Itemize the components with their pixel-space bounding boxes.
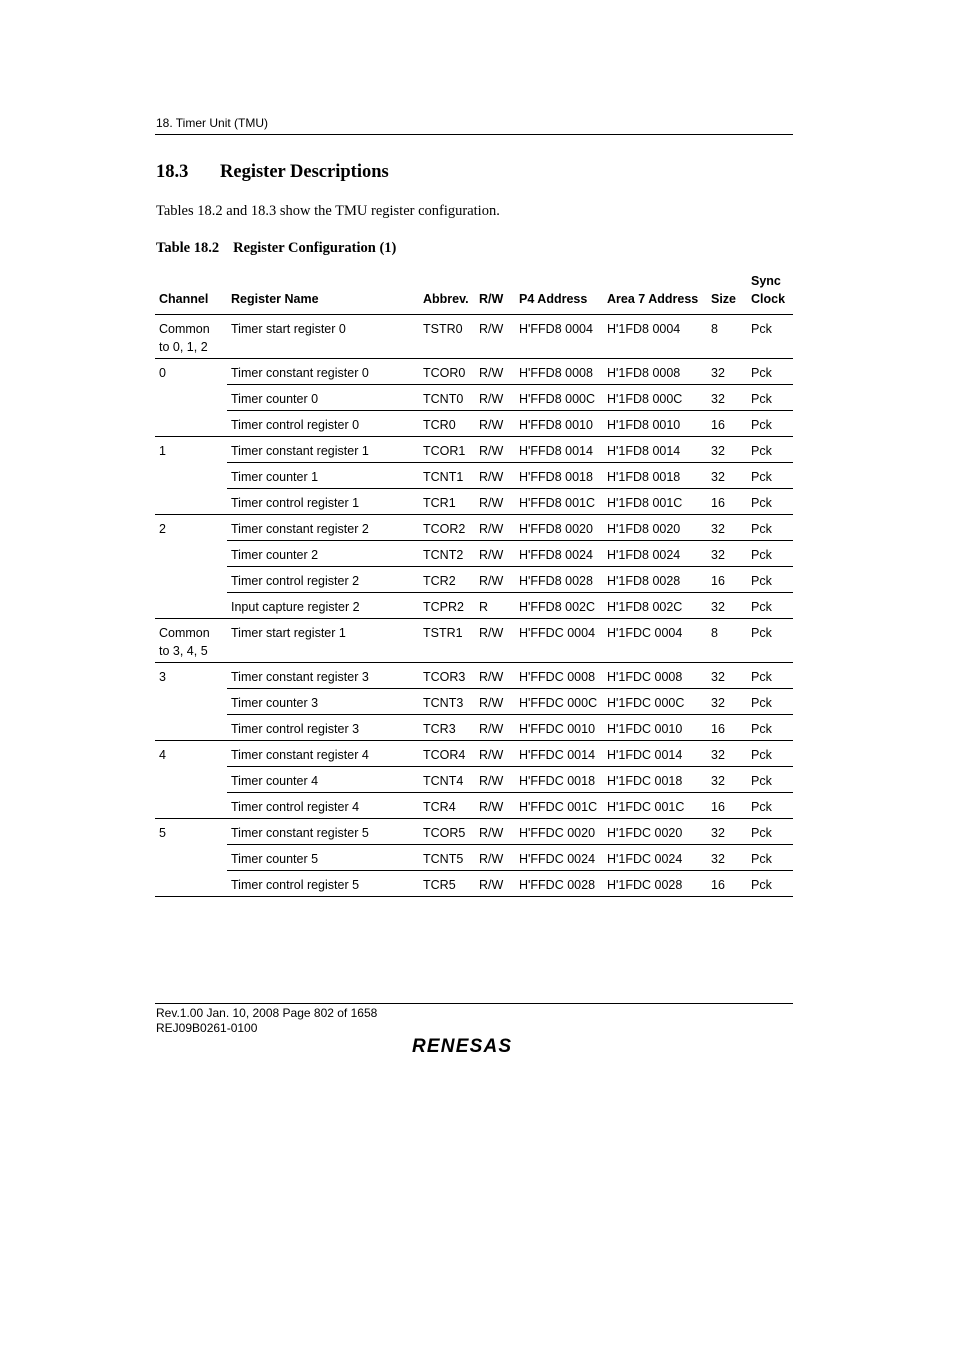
cell-abbrev: TCNT5 [419,845,475,871]
cell-size: 32 [707,463,747,489]
cell-area7-address: H'1FDC 0028 [603,871,707,897]
cell-size: 32 [707,359,747,385]
cell-sync-clock: Pck [747,715,793,741]
col-header-size: Size [707,272,747,315]
cell-register-name: Timer counter 3 [227,689,419,715]
cell-size: 8 [707,619,747,663]
cell-abbrev: TCR0 [419,411,475,437]
cell-abbrev: TCR3 [419,715,475,741]
cell-abbrev: TCNT1 [419,463,475,489]
cell-area7-address: H'1FD8 0020 [603,515,707,541]
cell-area7-address: H'1FDC 0018 [603,767,707,793]
cell-register-name: Timer constant register 1 [227,437,419,463]
footer-revision: Rev.1.00 Jan. 10, 2008 Page 802 of 1658 [156,1006,378,1020]
cell-size: 16 [707,489,747,515]
cell-rw: R/W [475,515,515,541]
cell-rw: R/W [475,541,515,567]
cell-rw: R/W [475,489,515,515]
cell-register-name: Timer counter 5 [227,845,419,871]
col-header-area7-address: Area 7 Address [603,272,707,315]
cell-rw: R/W [475,689,515,715]
cell-sync-clock: Pck [747,463,793,489]
cell-p4-address: H'FFDC 0018 [515,767,603,793]
cell-area7-address: H'1FDC 0010 [603,715,707,741]
cell-area7-address: H'1FD8 0014 [603,437,707,463]
cell-size: 16 [707,411,747,437]
cell-abbrev: TCNT3 [419,689,475,715]
cell-sync-clock: Pck [747,619,793,663]
cell-size: 32 [707,741,747,767]
cell-sync-clock: Pck [747,767,793,793]
cell-abbrev: TSTR1 [419,619,475,663]
renesas-logo [412,1034,534,1056]
cell-p4-address: H'FFDC 001C [515,793,603,819]
channel-line2: to 0, 1, 2 [159,340,208,354]
cell-rw: R/W [475,315,515,359]
cell-area7-address: H'1FD8 0028 [603,567,707,593]
cell-sync-clock: Pck [747,567,793,593]
cell-rw: R/W [475,619,515,663]
cell-sync-clock: Pck [747,515,793,541]
cell-register-name: Timer control register 1 [227,489,419,515]
cell-sync-clock: Pck [747,315,793,359]
cell-sync-clock: Pck [747,593,793,619]
cell-size: 32 [707,385,747,411]
cell-area7-address: H'1FD8 0018 [603,463,707,489]
cell-p4-address: H'FFD8 000C [515,385,603,411]
table-caption-title: Register Configuration (1) [233,240,397,256]
cell-sync-clock: Pck [747,689,793,715]
cell-size: 32 [707,515,747,541]
cell-abbrev: TCOR5 [419,819,475,845]
cell-size: 32 [707,845,747,871]
cell-p4-address: H'FFD8 0008 [515,359,603,385]
table-row [155,489,793,515]
cell-channel [155,619,227,663]
cell-register-name: Timer start register 1 [227,619,419,663]
cell-channel: 1 [155,437,227,515]
cell-p4-address: H'FFDC 0014 [515,741,603,767]
cell-area7-address: H'1FDC 0004 [603,619,707,663]
cell-area7-address: H'1FDC 0024 [603,845,707,871]
cell-register-name: Input capture register 2 [227,593,419,619]
cell-abbrev: TCOR2 [419,515,475,541]
table-caption [156,240,396,257]
cell-p4-address: H'FFDC 0024 [515,845,603,871]
table-row [155,619,793,663]
cell-abbrev: TCR5 [419,871,475,897]
cell-size: 16 [707,793,747,819]
cell-area7-address: H'1FD8 000C [603,385,707,411]
cell-area7-address: H'1FDC 0020 [603,819,707,845]
table-row [155,663,793,689]
col-header-register-name: Register Name [227,272,419,315]
cell-size: 16 [707,871,747,897]
cell-abbrev: TCPR2 [419,593,475,619]
cell-sync-clock: Pck [747,741,793,767]
cell-sync-clock: Pck [747,385,793,411]
cell-rw: R/W [475,793,515,819]
cell-rw: R/W [475,715,515,741]
table-row [155,359,793,385]
cell-p4-address: H'FFD8 001C [515,489,603,515]
cell-p4-address: H'FFDC 0010 [515,715,603,741]
table-row [155,767,793,793]
cell-abbrev: TCR1 [419,489,475,515]
cell-register-name: Timer counter 4 [227,767,419,793]
cell-area7-address: H'1FD8 0024 [603,541,707,567]
cell-register-name: Timer constant register 4 [227,741,419,767]
table-row [155,689,793,715]
cell-size: 32 [707,437,747,463]
cell-register-name: Timer control register 2 [227,567,419,593]
cell-channel: 5 [155,819,227,897]
cell-p4-address: H'FFDC 0008 [515,663,603,689]
cell-size: 32 [707,689,747,715]
intro-paragraph: Tables 18.2 and 18.3 show the TMU register configuration. [156,203,500,219]
cell-size: 32 [707,593,747,619]
table-row [155,793,793,819]
cell-rw: R/W [475,463,515,489]
running-header: 18. Timer Unit (TMU) [156,116,269,130]
cell-area7-address: H'1FDC 0014 [603,741,707,767]
col-header-channel: Channel [155,272,227,315]
cell-register-name: Timer control register 0 [227,411,419,437]
cell-size: 32 [707,819,747,845]
cell-channel: 2 [155,515,227,619]
cell-abbrev: TCNT2 [419,541,475,567]
cell-rw: R/W [475,819,515,845]
section-heading [156,162,389,183]
cell-rw: R/W [475,871,515,897]
cell-abbrev: TCNT4 [419,767,475,793]
logo-text: RENESAS [412,1036,513,1056]
cell-register-name: Timer control register 4 [227,793,419,819]
cell-abbrev: TCOR3 [419,663,475,689]
section-number: 18.3 [156,162,189,182]
cell-sync-clock: Pck [747,489,793,515]
cell-p4-address: H'FFDC 000C [515,689,603,715]
cell-rw: R/W [475,411,515,437]
cell-sync-clock: Pck [747,411,793,437]
cell-rw: R/W [475,359,515,385]
cell-p4-address: H'FFD8 0024 [515,541,603,567]
cell-p4-address: H'FFDC 0020 [515,819,603,845]
cell-register-name: Timer constant register 5 [227,819,419,845]
col-header-rw: R/W [475,272,515,315]
cell-rw: R/W [475,567,515,593]
cell-p4-address: H'FFDC 0004 [515,619,603,663]
cell-area7-address: H'1FDC 000C [603,689,707,715]
table-row [155,567,793,593]
cell-size: 16 [707,715,747,741]
cell-register-name: Timer counter 1 [227,463,419,489]
cell-sync-clock: Pck [747,793,793,819]
cell-size: 32 [707,663,747,689]
footer-rule [155,1003,793,1004]
cell-size: 32 [707,767,747,793]
cell-area7-address: H'1FD8 0008 [603,359,707,385]
cell-abbrev: TCOR1 [419,437,475,463]
section-title: Register Descriptions [220,162,389,182]
table-row [155,871,793,897]
table-row [155,819,793,845]
cell-sync-clock: Pck [747,437,793,463]
col-header-clock: Clock [751,292,786,306]
cell-rw: R/W [475,767,515,793]
cell-channel: 3 [155,663,227,741]
cell-rw: R [475,593,515,619]
cell-rw: R/W [475,437,515,463]
cell-sync-clock: Pck [747,845,793,871]
cell-rw: R/W [475,845,515,871]
cell-p4-address: H'FFD8 0020 [515,515,603,541]
cell-register-name: Timer constant register 2 [227,515,419,541]
col-header-p4-address: P4 Address [515,272,603,315]
cell-p4-address: H'FFD8 0004 [515,315,603,359]
cell-p4-address: H'FFD8 0010 [515,411,603,437]
cell-size: 32 [707,541,747,567]
table-row [155,593,793,619]
cell-p4-address: H'FFDC 0028 [515,871,603,897]
cell-channel: 4 [155,741,227,819]
cell-register-name: Timer counter 2 [227,541,419,567]
channel-line1: Common [159,626,210,640]
cell-p4-address: H'FFD8 002C [515,593,603,619]
cell-abbrev: TCR2 [419,567,475,593]
col-header-sync-clock [747,272,793,315]
table-row [155,515,793,541]
cell-register-name: Timer control register 5 [227,871,419,897]
cell-channel: 0 [155,359,227,437]
register-table [155,272,793,897]
cell-register-name: Timer constant register 0 [227,359,419,385]
table-row [155,741,793,767]
cell-rw: R/W [475,663,515,689]
cell-abbrev: TSTR0 [419,315,475,359]
table-row [155,463,793,489]
cell-area7-address: H'1FDC 001C [603,793,707,819]
cell-abbrev: TCR4 [419,793,475,819]
cell-size: 8 [707,315,747,359]
header-rule [155,134,793,135]
channel-line2: to 3, 4, 5 [159,644,208,658]
cell-p4-address: H'FFD8 0014 [515,437,603,463]
cell-register-name: Timer control register 3 [227,715,419,741]
cell-area7-address: H'1FD8 0004 [603,315,707,359]
cell-area7-address: H'1FD8 0010 [603,411,707,437]
cell-abbrev: TCOR0 [419,359,475,385]
cell-p4-address: H'FFD8 0018 [515,463,603,489]
table-row [155,845,793,871]
channel-line1: Common [159,322,210,336]
col-header-abbrev: Abbrev. [419,272,475,315]
cell-sync-clock: Pck [747,663,793,689]
cell-p4-address: H'FFD8 0028 [515,567,603,593]
table-row [155,411,793,437]
cell-area7-address: H'1FD8 001C [603,489,707,515]
cell-register-name: Timer constant register 3 [227,663,419,689]
table-header-row [155,272,793,315]
cell-size: 16 [707,567,747,593]
cell-area7-address: H'1FDC 0008 [603,663,707,689]
table-row [155,385,793,411]
cell-register-name: Timer counter 0 [227,385,419,411]
table-row [155,715,793,741]
cell-abbrev: TCNT0 [419,385,475,411]
cell-rw: R/W [475,385,515,411]
cell-channel [155,315,227,359]
table-row [155,437,793,463]
cell-sync-clock: Pck [747,359,793,385]
cell-sync-clock: Pck [747,819,793,845]
table-caption-number: Table 18.2 [156,240,220,256]
cell-area7-address: H'1FD8 002C [603,593,707,619]
table-row [155,315,793,359]
cell-register-name: Timer start register 0 [227,315,419,359]
cell-abbrev: TCOR4 [419,741,475,767]
cell-rw: R/W [475,741,515,767]
footer-document-number: REJ09B0261-0100 [156,1021,258,1035]
cell-sync-clock: Pck [747,541,793,567]
table-row [155,541,793,567]
cell-sync-clock: Pck [747,871,793,897]
col-header-sync: Sync [751,274,781,288]
